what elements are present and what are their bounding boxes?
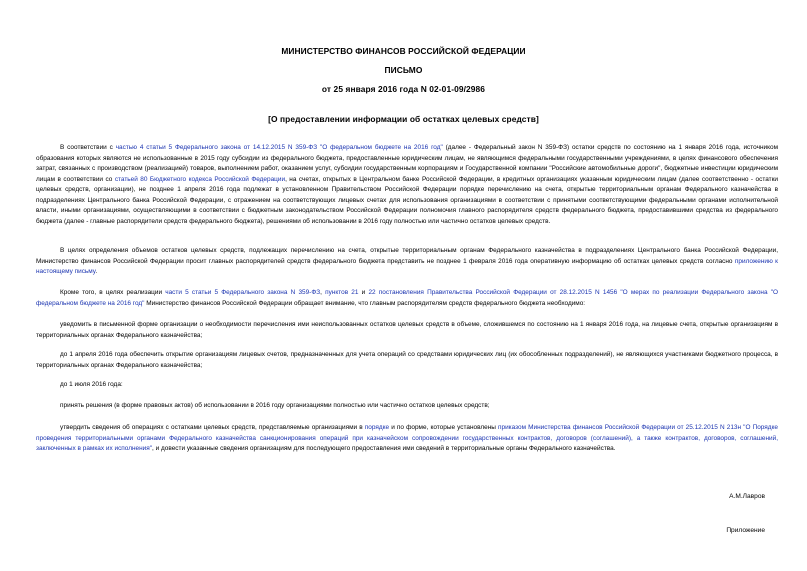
- text-span: и: [358, 289, 369, 296]
- paragraph-3: [36, 288, 778, 309]
- resolution-1456-link[interactable]: 22 постановления Правительства Российской Федерации от 28.12.2015 N 1456 "О мерах по реализации Федерального закона "О федеральном бюджете на 2016 год": [36, 289, 779, 307]
- budget-code-article-80-link[interactable]: статьей 80 Бюджетного кодекса Российской Федерации: [114, 175, 286, 183]
- text-span: , на счетах, открытых в Центральном банке Российской Федерации, в кредитных организациях указанным юридическим лицам (далее соответственно - остатки целевых средств, организации), не позднее 1 апреля 2016 года подлежат в установленном Правительством Российской Федерации порядке перечислению на счета, открытые территориальным органам Федерального казначейства в подразделениях Центрального банка Российской Федерации, с отражением на соответствующих лицевых счетах для использования организациями в соответствии с принятыми соответствующими федеральными органами исполнительной власти, иными организациями, осуществляющими в соответствии с бюджетным законодательством Российской Федерации полномочия главного распорядителя средств федерального бюджета, предоставившими средства из федерального бюджета (далее - главные распорядители средств федерального бюджета), решениями об использовании в 2016 году полностью или частично остатков целевых средств.: [36, 175, 779, 225]
- text-span: (далее - Федеральный закон N 359-ФЗ) остатки средств по состоянию на 1 января 2016 года, источником образования которых являются не использованные в 2015 году субсидии из федерального бюджета, предоставленные юридическим лицам, не являющимся федеральными государственными учреждениями, в целях финансового обеспечения затрат, связанных с производством (реализацией) товаров, выполнением работ, оказанием услуг, субсидии государственным корпорациям и Государственной компании "Российские автомобильные дороги", бюджетные инвестиции юридическим лицам в соответствии со: [36, 144, 778, 183]
- text-span: .: [95, 268, 98, 275]
- order-213n-link[interactable]: приказом Министерства финансов Российской Федерации от 25.12.2015 N 213н "О Порядке проведения территориальными органами Федерального казначейства санкционирования операций при казначейском сопровождении государственных контрактов, договоров (соглашений), а также контрактов, договоров, соглашений, заключенных в рамках их исполнения": [36, 424, 778, 452]
- signature: А.М.Лавров: [729, 493, 765, 500]
- paragraph-5: до 1 апреля 2016 года обеспечить открытие организациям лицевых счетов, предназначенных для учета операций со средствами юридических лиц (их обособленных подразделений), не являющихся участниками бюджетного процесса, в территориальных органах Федерального казначейства;: [36, 351, 778, 369]
- law-359-fz-part5-link[interactable]: части 5 статьи 5 Федерального закона N 359-ФЗ: [165, 289, 321, 296]
- law-359-fz-link[interactable]: частью 4 статьи 5 Федерального закона от 14.12.2015 N 359-ФЗ "О федеральном бюджете на 2016 год": [115, 144, 443, 151]
- attachment-label: Приложение: [726, 527, 765, 534]
- text-span: В целях определения объемов остатков целевых средств, подлежащих перечислению на счета, открытые территориальным органам Федерального казначейства в подразделениях Центрального банка Российской Федерации, Министерство финансов Российской Федерации просит главных распорядителей средств федерального бюджета представить не позднее 1 февраля 2016 года оперативную информацию об остатках целевых средств согласно: [36, 247, 778, 265]
- paragraph-8: [36, 423, 778, 455]
- text-span: Кроме того, в целях реализации: [60, 289, 166, 296]
- ministry-title: МИНИСТЕРСТВО ФИНАНСОВ РОССИЙСКОЙ ФЕДЕРАЦИИ: [281, 46, 526, 56]
- text-span: и по форме, которые установлены: [389, 424, 499, 431]
- paragraph-6: до 1 июля 2016 года:: [60, 381, 123, 388]
- text-span: ,: [320, 289, 326, 296]
- text-span: , и довести указанные сведения организациям для последующего предоставления ими сведений в территориальные органы Федерального казначейства.: [152, 445, 616, 452]
- points-21-link[interactable]: пунктов 21: [325, 289, 359, 296]
- paragraph-4: уведомить в письменной форме организации о необходимости перечисления ими неиспользованных остатков целевых средств в объеме, сложившемся по состоянию на 1 января 2016 года, на лицевые счета, открытые организациям в территориальных органах Федерального казначейства;: [36, 321, 778, 339]
- text-span: утвердить сведения об операциях с остатками целевых средств, представляемые организациями в: [60, 424, 365, 431]
- paragraph-2: [36, 246, 778, 278]
- procedure-link[interactable]: порядке: [364, 424, 390, 431]
- document-subject: [О предоставлении информации об остатках целевых средств]: [268, 114, 539, 124]
- text-span: В соответствии с: [60, 144, 116, 151]
- paragraph-7: принять решения (в форме правовых актов) об использовании в 2016 году организациями полностью или частично остатков целевых средств;: [60, 402, 490, 409]
- appendix-link[interactable]: приложению к настоящему письму: [36, 257, 778, 275]
- document-date-number: от 25 января 2016 года N 02-01-09/2986: [321, 84, 486, 94]
- document-type: ПИСЬМО: [384, 65, 423, 75]
- text-span: Министерство финансов Российской Федерации обращает внимание, что главным распорядителям средств федерального бюджета необходимо:: [144, 299, 586, 307]
- paragraph-1: [36, 143, 778, 227]
